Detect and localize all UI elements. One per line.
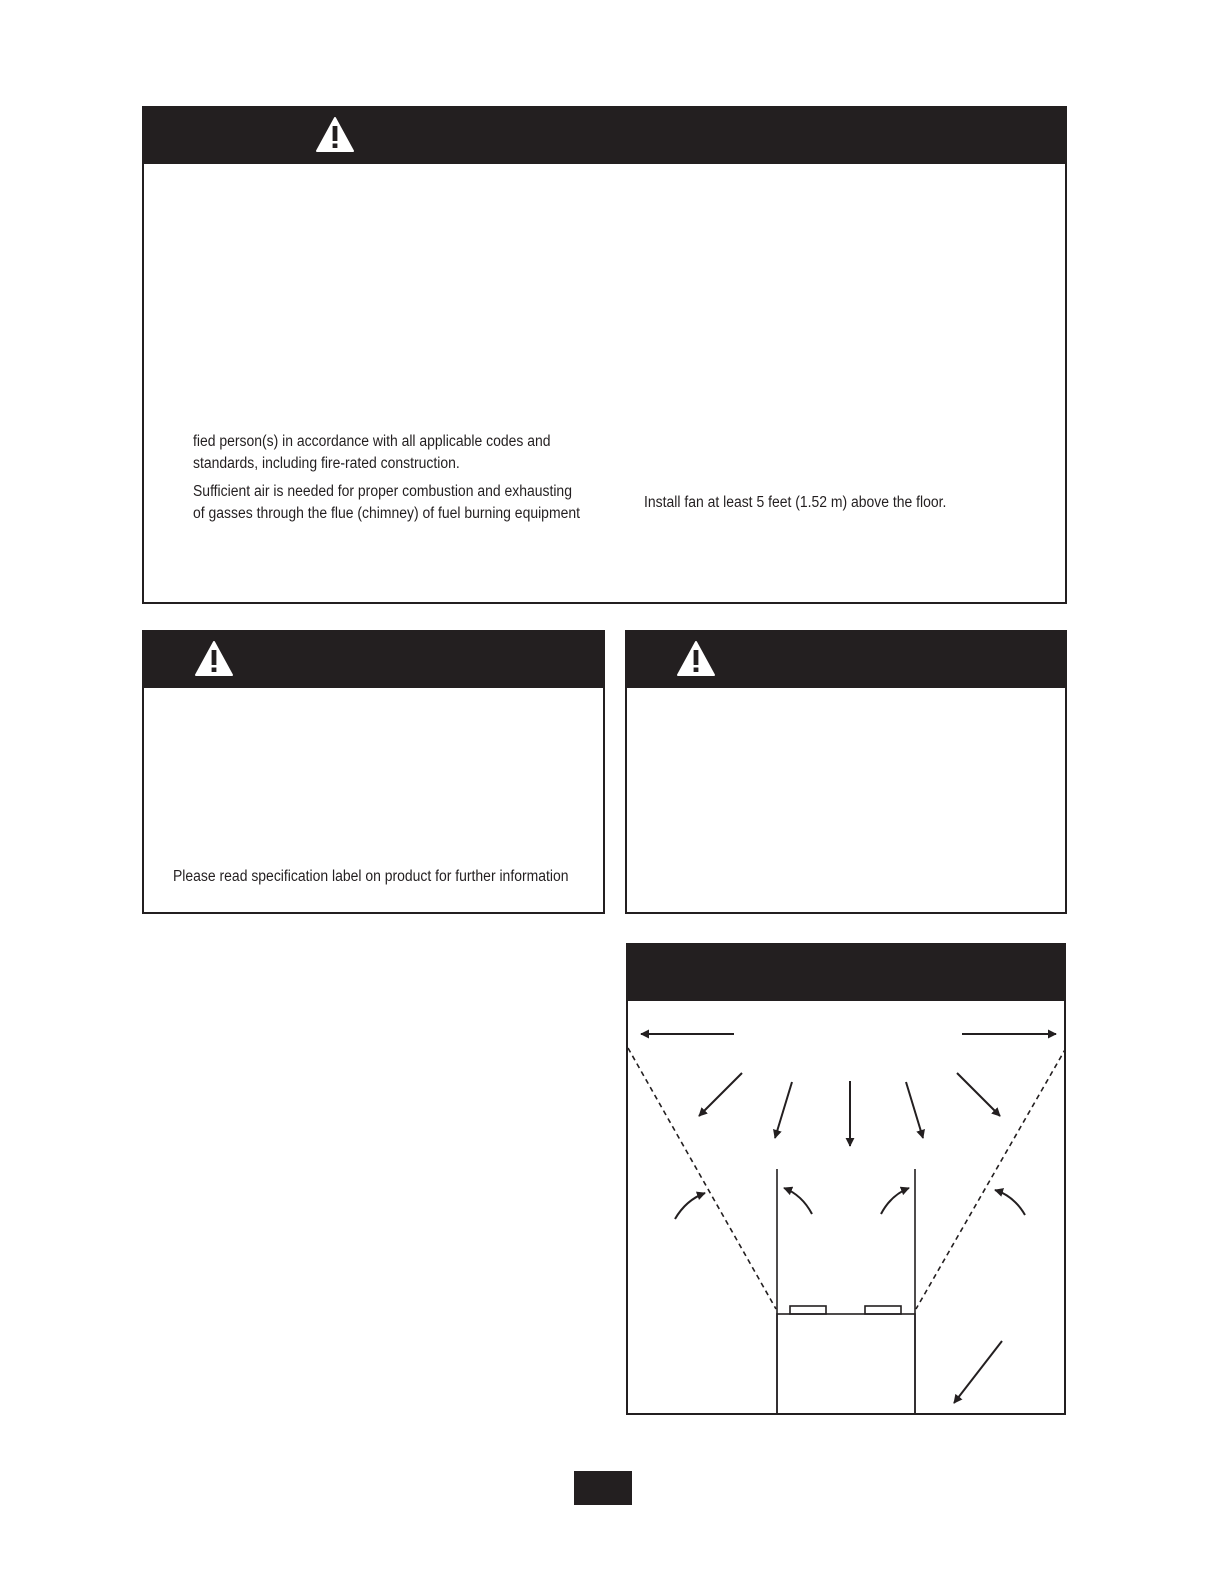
warning-triangle-icon xyxy=(315,116,355,154)
airflow-diagram xyxy=(628,945,1064,1413)
warning-triangle-icon xyxy=(676,640,716,678)
page-number-box xyxy=(574,1471,632,1505)
dashed-line xyxy=(628,1048,776,1309)
dashed-line xyxy=(916,1048,1064,1309)
arrow-icon xyxy=(906,1082,923,1138)
right-warning-header xyxy=(627,632,1065,688)
main-right-note: Install fan at least 5 feet (1.52 m) above the floor. xyxy=(644,494,947,511)
right-warning-box xyxy=(625,630,1067,914)
fan-unit-tab xyxy=(790,1306,826,1314)
arrow-icon xyxy=(881,1188,909,1214)
arrow-icon xyxy=(957,1073,1000,1116)
arrow-icon xyxy=(995,1190,1025,1215)
warning-triangle-icon xyxy=(194,640,234,678)
airflow-diagram-box xyxy=(626,943,1066,1415)
main-paragraph-2-line-2: of gasses through the flue (chimney) of fuel burning equipment xyxy=(193,505,580,522)
arrow-icon xyxy=(775,1082,792,1138)
arrow-icon xyxy=(954,1341,1002,1403)
arrow-icon xyxy=(784,1188,812,1214)
main-paragraph-1-line-2: standards, including fire-rated construction. xyxy=(193,455,460,472)
main-paragraph-1-line-1: fied person(s) in accordance with all applicable codes and xyxy=(193,433,551,450)
arrow-icon xyxy=(699,1073,742,1116)
fan-unit-tab xyxy=(865,1306,901,1314)
main-paragraph-2-line-1: Sufficient air is needed for proper combustion and exhausting xyxy=(193,483,572,500)
main-warning-header xyxy=(144,108,1065,164)
left-note: Please read specification label on product for further information xyxy=(173,868,569,885)
fan-unit xyxy=(777,1314,915,1413)
main-warning-box xyxy=(142,106,1067,604)
arrow-icon xyxy=(675,1193,705,1219)
left-warning-box xyxy=(142,630,605,914)
left-warning-header xyxy=(144,632,603,688)
